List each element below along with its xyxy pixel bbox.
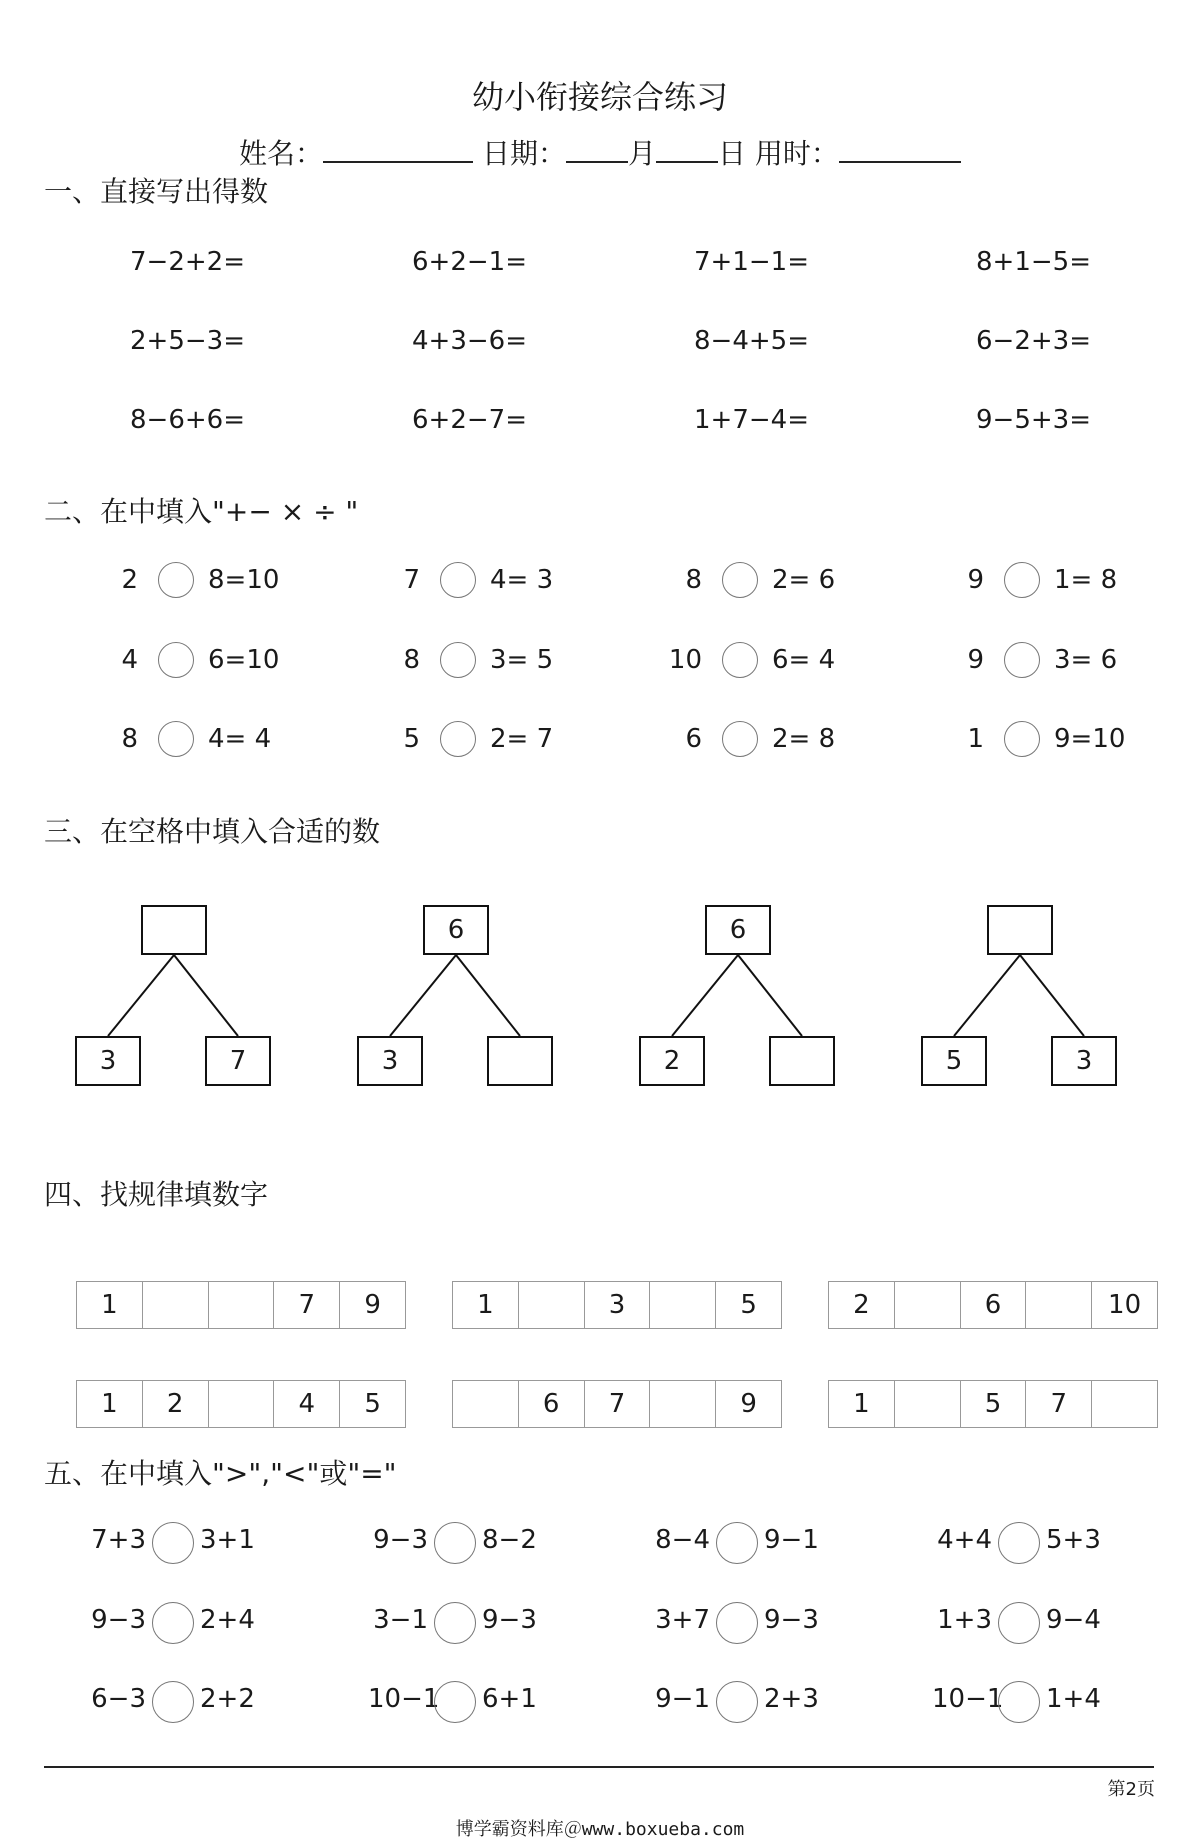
number-sequence-row — [452, 1281, 782, 1329]
compare-right: 6+1 — [482, 1684, 537, 1714]
date-label: 日期： — [481, 137, 566, 170]
compare-left: 9−3 — [373, 1525, 428, 1555]
compare-right: 9−3 — [764, 1605, 819, 1635]
tree-right-box[interactable] — [487, 1036, 553, 1086]
sequence-cell[interactable]: 1 — [829, 1381, 895, 1427]
number-sequence-row — [828, 1281, 1158, 1329]
sequence-cell[interactable]: 5 — [740, 1290, 757, 1320]
number-sequence-row — [76, 1380, 406, 1428]
tree-top-box[interactable]: 6 — [705, 905, 771, 955]
math-expression: 7+1−1= — [694, 247, 809, 277]
compare-right: 3+1 — [200, 1525, 255, 1555]
compare-circle[interactable] — [152, 1602, 194, 1644]
compare-left: 6−3 — [91, 1684, 146, 1714]
math-expression: 6+2−1= — [412, 247, 527, 277]
section2-heading: 二、在中填入"+− × ÷ " — [44, 495, 359, 528]
tree-left-box[interactable]: 5 — [921, 1036, 987, 1086]
equation-rest: 9=10 — [1054, 724, 1126, 754]
sequence-cell[interactable] — [209, 1381, 275, 1427]
compare-left: 3+7 — [655, 1605, 710, 1635]
sequence-cell[interactable] — [143, 1282, 209, 1328]
compare-circle[interactable] — [716, 1602, 758, 1644]
sequence-cell[interactable]: 7 — [274, 1282, 340, 1328]
compare-left: 10−1 — [368, 1684, 440, 1714]
operand: 2 — [121, 565, 138, 595]
sequence-cell[interactable]: 1 — [453, 1282, 519, 1328]
equation-rest: 2= 7 — [490, 724, 554, 754]
sequence-cell[interactable]: 9 — [364, 1290, 381, 1320]
equation-rest: 1= 8 — [1054, 565, 1118, 595]
sequence-cell[interactable]: 4 — [274, 1381, 340, 1427]
tree-right-box[interactable]: 3 — [1051, 1036, 1117, 1086]
name-label: 姓名： — [239, 137, 324, 170]
equation-rest: 3= 6 — [1054, 645, 1118, 675]
math-expression: 7−2+2= — [130, 247, 245, 277]
operand: 4 — [121, 645, 138, 675]
math-expression: 9−5+3= — [976, 405, 1091, 435]
tree-right-box[interactable]: 7 — [205, 1036, 271, 1086]
time-label: 用时： — [754, 137, 839, 170]
tree-left-box[interactable]: 2 — [639, 1036, 705, 1086]
math-expression: 8+1−5= — [976, 247, 1091, 277]
tree-left-box[interactable]: 3 — [75, 1036, 141, 1086]
compare-left: 10−1 — [932, 1684, 1004, 1714]
sequence-cell[interactable]: 10 — [1108, 1290, 1142, 1320]
equation-rest: 4= 4 — [208, 724, 272, 754]
compare-left: 9−1 — [655, 1684, 710, 1714]
compare-left: 1+3 — [937, 1605, 992, 1635]
operand: 9 — [967, 645, 984, 675]
sequence-cell[interactable]: 6 — [519, 1381, 585, 1427]
compare-circle[interactable] — [434, 1681, 476, 1723]
equation-rest: 8=10 — [208, 565, 280, 595]
compare-circle[interactable] — [998, 1522, 1040, 1564]
tree-right-box[interactable] — [769, 1036, 835, 1086]
tree-top-box[interactable] — [987, 905, 1053, 955]
compare-circle[interactable] — [434, 1602, 476, 1644]
sequence-cell[interactable]: 9 — [740, 1389, 757, 1419]
math-expression: 2+5−3= — [130, 326, 245, 356]
sequence-cell[interactable] — [650, 1381, 716, 1427]
compare-left: 9−3 — [91, 1605, 146, 1635]
math-expression: 6+2−7= — [412, 405, 527, 435]
compare-circle[interactable] — [716, 1522, 758, 1564]
section3-heading: 三、在空格中填入合适的数 — [44, 815, 381, 848]
operand: 8 — [685, 565, 702, 595]
tree-left-box[interactable]: 3 — [357, 1036, 423, 1086]
operand: 1 — [967, 724, 984, 754]
compare-left: 8−4 — [655, 1525, 710, 1555]
footer-divider — [44, 1766, 1154, 1768]
month-label: 月 — [627, 137, 656, 170]
sequence-cell[interactable]: 2 — [143, 1381, 209, 1427]
operand: 9 — [967, 565, 984, 595]
compare-left: 7+3 — [91, 1525, 146, 1555]
compare-right: 9−4 — [1046, 1605, 1101, 1635]
compare-right: 8−2 — [482, 1525, 537, 1555]
page-number: 第2页 — [1107, 1779, 1155, 1800]
tree-top-box[interactable]: 6 — [423, 905, 489, 955]
equation-rest: 3= 5 — [490, 645, 554, 675]
sequence-cell[interactable]: 3 — [585, 1282, 651, 1328]
equation-rest: 4= 3 — [490, 565, 554, 595]
compare-circle[interactable] — [152, 1522, 194, 1564]
compare-left: 4+4 — [937, 1525, 992, 1555]
compare-left: 3−1 — [373, 1605, 428, 1635]
sequence-cell[interactable]: 1 — [77, 1381, 143, 1427]
number-sequence-row — [452, 1380, 782, 1428]
compare-right: 1+4 — [1046, 1684, 1101, 1714]
equation-rest: 6=10 — [208, 645, 280, 675]
tree-top-box[interactable] — [141, 905, 207, 955]
compare-circle[interactable] — [434, 1522, 476, 1564]
compare-right: 9−3 — [482, 1605, 537, 1635]
equation-rest: 6= 4 — [772, 645, 836, 675]
compare-right: 5+3 — [1046, 1525, 1101, 1555]
compare-right: 2+3 — [764, 1684, 819, 1714]
sequence-cell[interactable] — [519, 1282, 585, 1328]
math-expression: 4+3−6= — [412, 326, 527, 356]
sequence-cell[interactable] — [895, 1381, 961, 1427]
sequence-cell[interactable]: 7 — [585, 1381, 651, 1427]
math-expression: 6−2+3= — [976, 326, 1091, 356]
sequence-cell[interactable]: 5 — [364, 1389, 381, 1419]
compare-right: 2+2 — [200, 1684, 255, 1714]
day-label: 日 — [718, 137, 747, 170]
number-sequence-row — [76, 1281, 406, 1329]
section5-heading: 五、在中填入">","<"或"=" — [44, 1457, 397, 1490]
math-expression: 8−4+5= — [694, 326, 809, 356]
section1-heading: 一、直接写出得数 — [44, 175, 269, 208]
operand: 8 — [121, 724, 138, 754]
operand: 10 — [668, 645, 702, 675]
sequence-cell[interactable]: 6 — [961, 1282, 1027, 1328]
page-title: 幼小衔接综合练习 — [471, 78, 728, 116]
operand: 6 — [685, 724, 702, 754]
sequence-cell[interactable]: 7 — [1026, 1381, 1092, 1427]
section4-heading: 四、找规律填数字 — [44, 1178, 269, 1211]
sequence-cell[interactable] — [209, 1282, 275, 1328]
number-sequence-row — [828, 1380, 1158, 1428]
sequence-cell[interactable] — [1092, 1381, 1157, 1427]
operand: 8 — [403, 645, 420, 675]
math-expression: 1+7−4= — [694, 405, 809, 435]
sequence-cell[interactable]: 2 — [829, 1282, 895, 1328]
site-watermark: 博学霸资料库＠www.boxueba.com — [455, 1819, 745, 1840]
compare-right: 2+4 — [200, 1605, 255, 1635]
compare-circle[interactable] — [152, 1681, 194, 1723]
sequence-cell[interactable] — [895, 1282, 961, 1328]
operand: 7 — [403, 565, 420, 595]
equation-rest: 2= 6 — [772, 565, 836, 595]
sequence-cell[interactable] — [650, 1282, 716, 1328]
compare-right: 9−1 — [764, 1525, 819, 1555]
compare-circle[interactable] — [716, 1681, 758, 1723]
sequence-cell[interactable]: 1 — [77, 1282, 143, 1328]
equation-rest: 2= 8 — [772, 724, 836, 754]
operand: 5 — [403, 724, 420, 754]
compare-circle[interactable] — [998, 1681, 1040, 1723]
compare-circle[interactable] — [998, 1602, 1040, 1644]
sequence-cell[interactable]: 5 — [961, 1381, 1027, 1427]
sequence-cell[interactable] — [1026, 1282, 1092, 1328]
sequence-cell[interactable] — [453, 1381, 519, 1427]
math-expression: 8−6+6= — [130, 405, 245, 435]
